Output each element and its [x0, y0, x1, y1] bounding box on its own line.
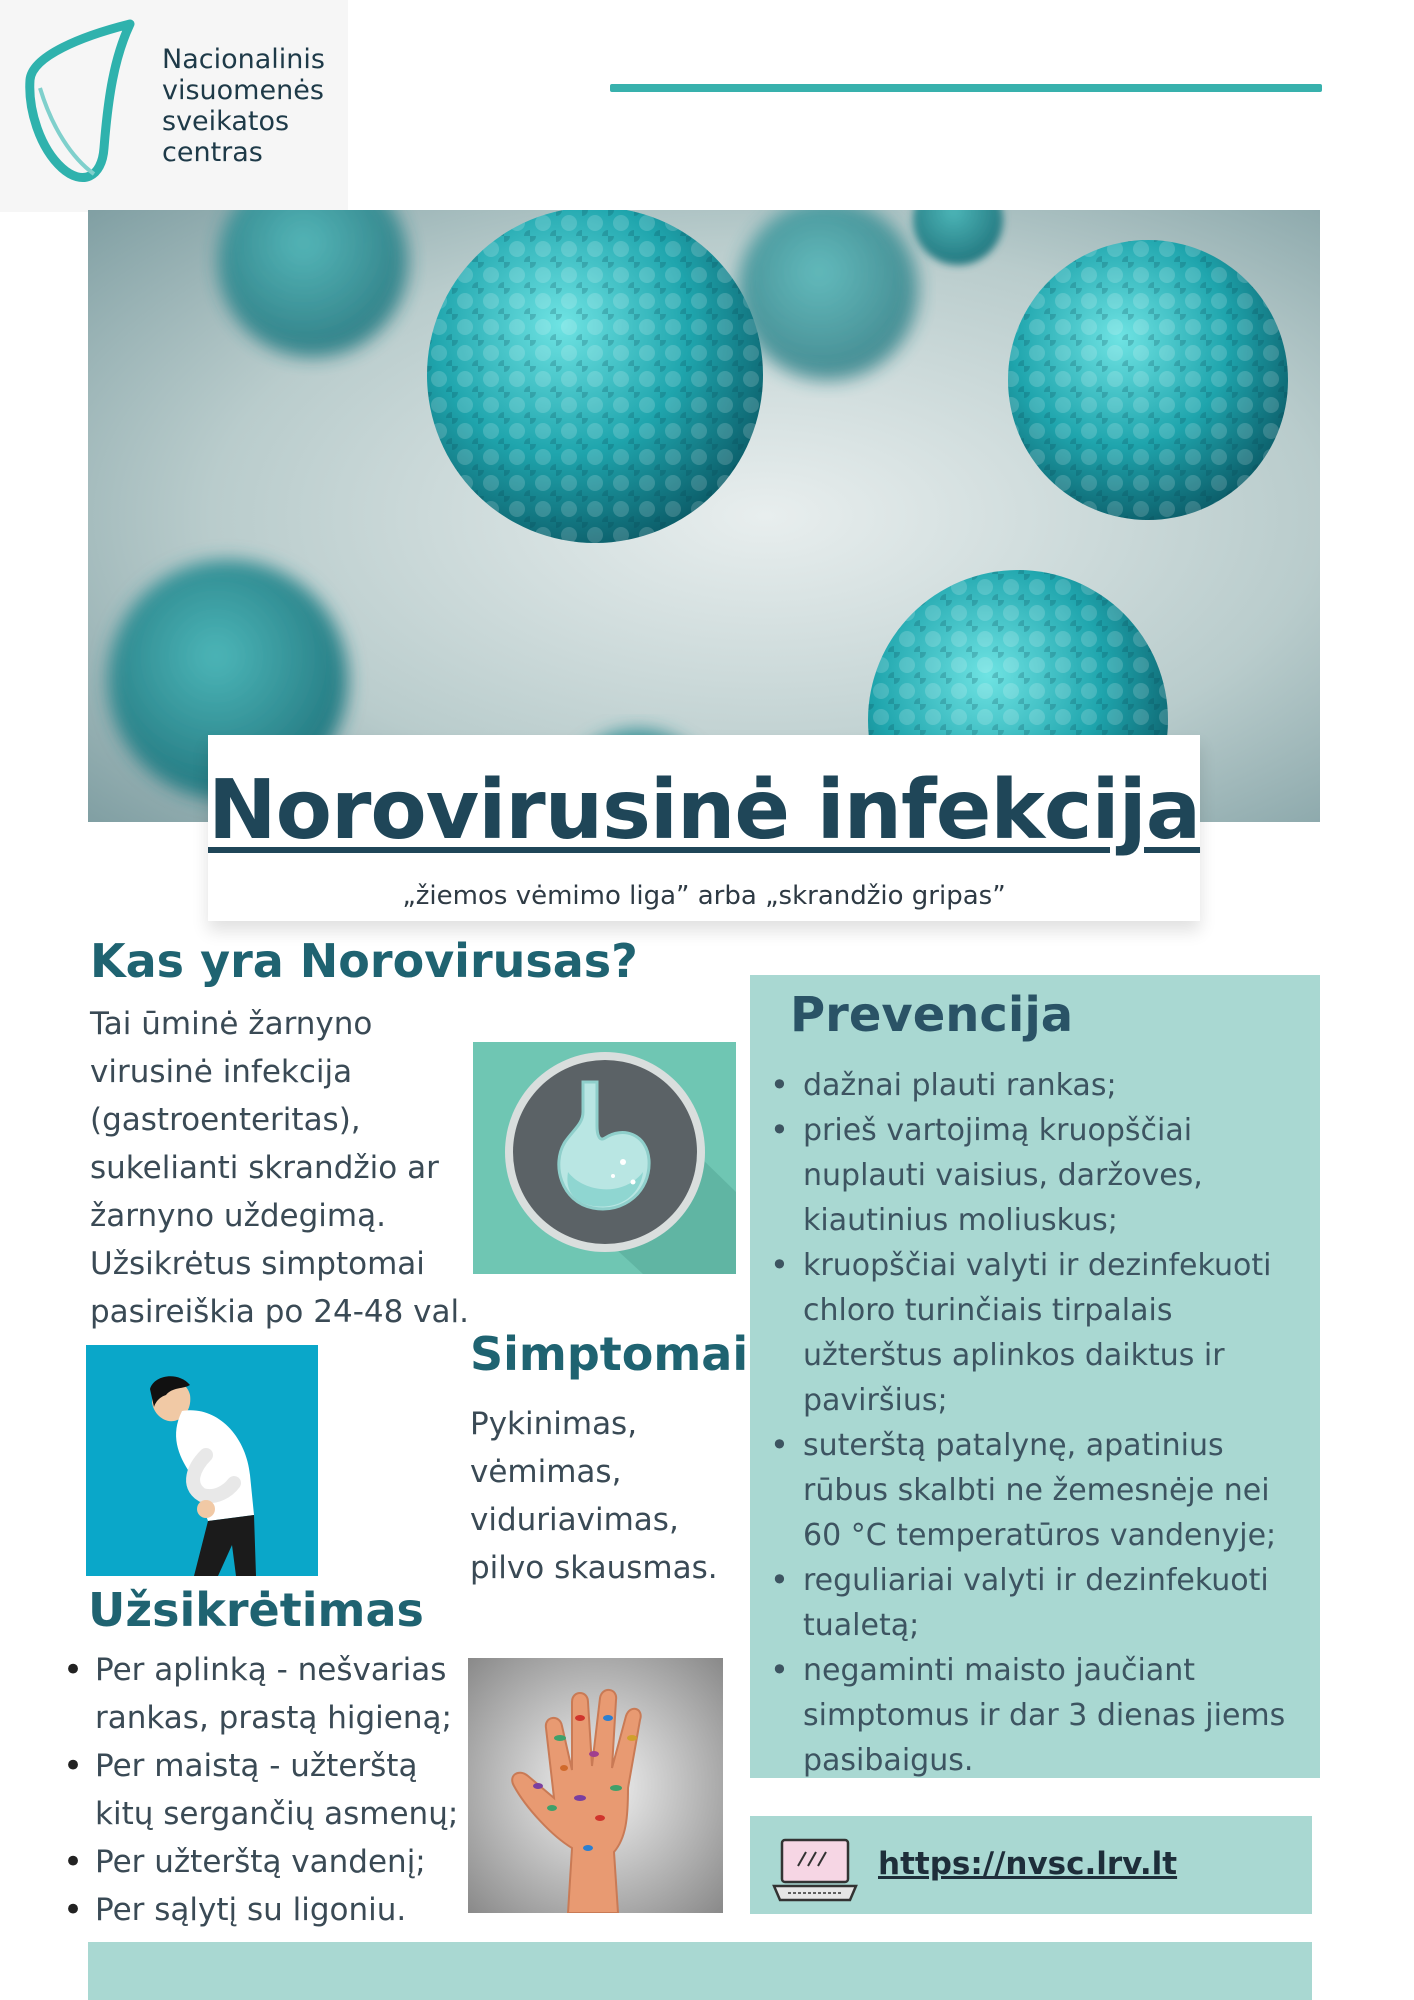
header-divider: [610, 84, 1322, 92]
symptoms-list: Pykinimas, vėmimas, viduriavimas, pilvo skausmas.: [470, 1406, 718, 1586]
list-item: • negaminti maisto jaučiant simptomus ir dar 3 dienas jiems pasibaigus.: [803, 1648, 1313, 1783]
stomach-icon: [473, 1042, 736, 1274]
list-item: • dažnai plauti rankas;: [803, 1063, 1313, 1108]
list-item: • reguliariai valyti ir dezinfekuoti tualetą;: [803, 1558, 1313, 1648]
list-item: • Per maistą - užterštą kitų sergančių asmenų;: [95, 1742, 475, 1838]
website-link-panel: [750, 1816, 1312, 1914]
nvsc-logo-icon: [22, 18, 142, 188]
list-item: • kruopščiai valyti ir dezinfekuoti chloro turinčiais tirpalais užterštus aplinkos daiktus ir paviršius;: [803, 1243, 1313, 1423]
prevention-heading: Prevencija: [790, 987, 1074, 1043]
list-item: • Per sąlytį su ligoniu.: [95, 1886, 475, 1934]
prevention-list: [760, 1063, 1313, 1783]
footer-band: [88, 1942, 1312, 2000]
what-heading: Kas yra Norovirusas?: [90, 934, 638, 988]
list-item: • Per užterštą vandenį;: [95, 1838, 475, 1886]
laptop-icon: [770, 1836, 860, 1904]
logo-area: [0, 0, 348, 212]
symptoms-heading: Simptomai: [470, 1327, 749, 1381]
norovirus-hero-image: [88, 210, 1320, 822]
page-title: Norovirusinė infekcija: [208, 763, 1201, 858]
page-subtitle: „žiemos vėmimo liga” arba „skrandžio gripas”: [402, 881, 1006, 911]
title-panel: [208, 735, 1200, 921]
list-item: • prieš vartojimą kruopščiai nuplauti vaisius, daržoves, kiautinius moliuskus;: [803, 1108, 1313, 1243]
infection-heading: Užsikrėtimas: [88, 1583, 424, 1637]
what-description: Tai ūminė žarnyno virusinė infekcija (gastroenteritas), sukelianti skrandžio ar žarnyno uždegimą. Užsikrėtus simptomai pasireiškia po 24-48 val.: [90, 1006, 469, 1330]
list-item: • suterštą patalynę, apatinius rūbus skalbti ne žemesnėje nei 60 °C temperatūros vandenyje;: [803, 1423, 1313, 1558]
infection-list: [55, 1646, 475, 1934]
prevention-panel: [750, 975, 1320, 1778]
org-name: Nacionalinis visuomenės sveikatos centras: [162, 44, 325, 168]
website-link[interactable]: https://nvsc.lrv.lt: [878, 1846, 1178, 1882]
list-item: • Per aplinką - nešvarias rankas, prastą higieną;: [95, 1646, 475, 1742]
stomach-ache-man-image: [86, 1345, 318, 1576]
germ-hand-image: [468, 1658, 723, 1913]
